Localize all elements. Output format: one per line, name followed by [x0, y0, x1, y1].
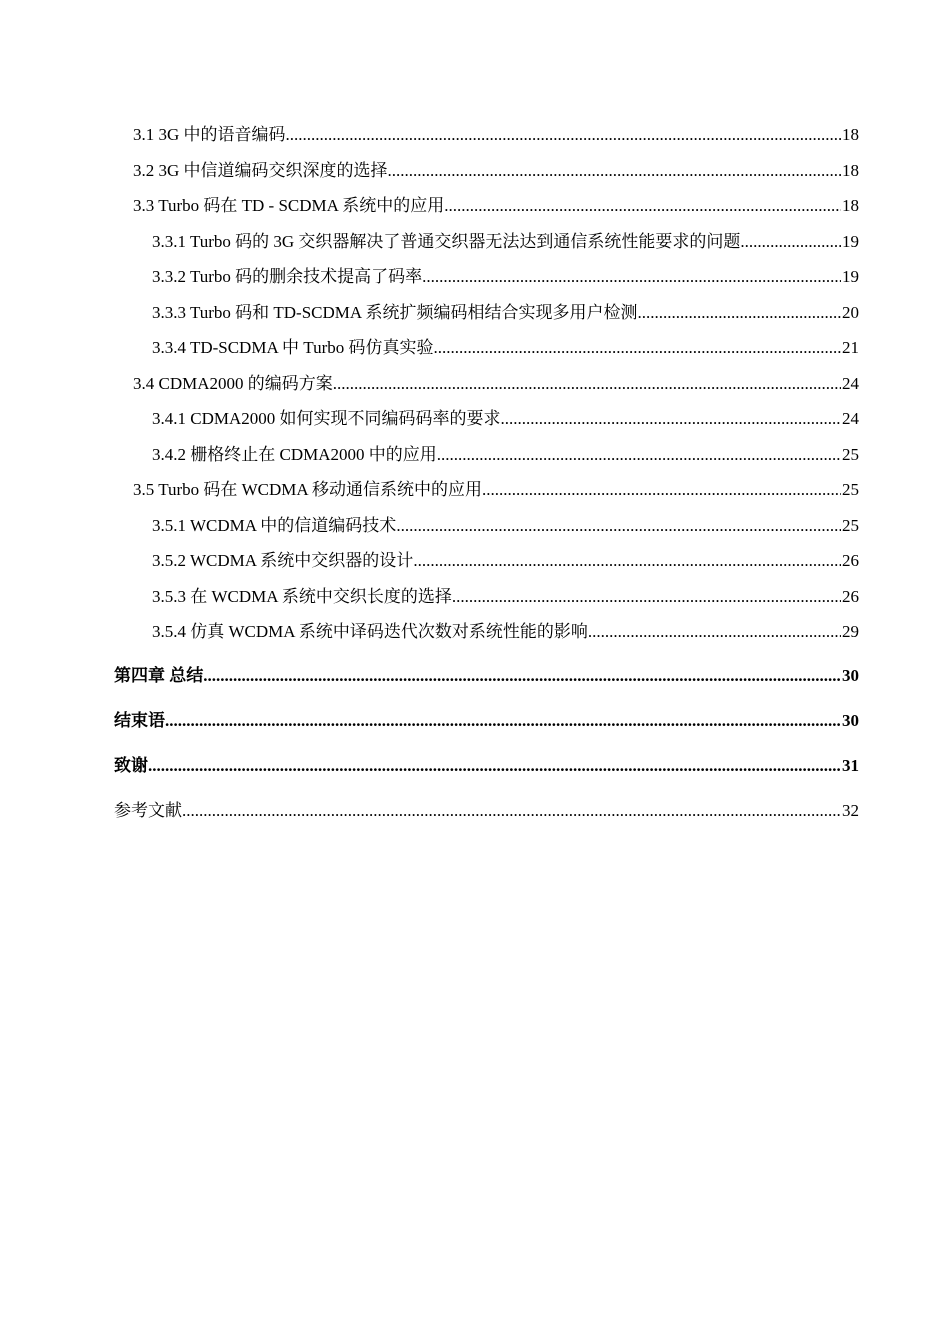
toc-leader-dots — [482, 472, 841, 508]
toc-leader-dots — [396, 508, 841, 544]
toc-leader-dots — [501, 401, 841, 437]
toc-entry-title: 3.5.4 仿真 WCDMA 系统中译码迭代次数对系统性能的影响 — [152, 622, 588, 641]
toc-entry-3-4[interactable] — [114, 366, 859, 402]
toc-entry-3-3[interactable] — [114, 188, 859, 224]
toc-entry-3-3-2[interactable] — [114, 259, 859, 295]
toc-entry-3-3-1[interactable] — [114, 224, 859, 260]
toc-entry-3-4-2[interactable] — [114, 437, 859, 473]
toc-entry-title: 3.4.2 栅格终止在 CDMA2000 中的应用 — [152, 444, 437, 464]
toc-entry-3-3-4[interactable] — [114, 330, 859, 366]
toc-entry-page: 29 — [842, 622, 859, 641]
toc-entry-title: 3.5.2 WCDMA 系统中交织器的设计 — [152, 551, 414, 570]
toc-entry-title: 结束语 — [114, 710, 165, 730]
toc-leader-dots — [182, 788, 841, 833]
toc-entry-title: 致谢 — [114, 755, 148, 775]
toc-entry-page: 20 — [842, 302, 859, 322]
toc-entry-3-5-1[interactable] — [114, 508, 859, 544]
toc-leader-dots — [444, 188, 841, 224]
toc-leader-dots — [638, 295, 842, 331]
toc-entry-3-5-4[interactable] — [114, 614, 859, 650]
toc-leader-dots — [437, 437, 841, 473]
toc-leader-dots — [388, 153, 841, 189]
toc-entry-page: 25 — [842, 480, 859, 499]
toc-leader-dots — [333, 366, 841, 402]
toc-leader-dots — [148, 743, 841, 788]
toc-entry-page: 25 — [842, 444, 859, 464]
toc-entry-title: 3.3.3 Turbo 码和 TD-SCDMA 系统扩频编码相结合实现多用户检测 — [152, 302, 638, 322]
toc-entry-page: 25 — [842, 515, 859, 535]
table-of-contents — [114, 117, 859, 833]
toc-entry-page: 24 — [842, 409, 859, 428]
toc-entry-conclusion[interactable] — [114, 698, 859, 743]
toc-entry-page: 18 — [842, 125, 859, 144]
toc-entry-title: 3.2 3G 中信道编码交织深度的选择 — [133, 160, 388, 180]
toc-leader-dots — [452, 579, 841, 615]
toc-entry-page: 26 — [842, 586, 859, 606]
toc-entry-3-3-3[interactable] — [114, 295, 859, 331]
toc-entry-title: 3.5.3 在 WCDMA 系统中交织长度的选择 — [152, 586, 452, 606]
toc-entry-page: 24 — [842, 373, 859, 393]
toc-entry-chapter-4[interactable] — [114, 653, 859, 698]
toc-leader-dots — [286, 117, 841, 153]
toc-entry-page: 31 — [842, 755, 859, 775]
toc-leader-dots — [203, 653, 841, 698]
toc-entry-title: 3.3.4 TD-SCDMA 中 Turbo 码仿真实验 — [152, 338, 434, 357]
toc-leader-dots — [165, 698, 841, 743]
toc-leader-dots — [422, 259, 841, 295]
toc-entry-page: 30 — [842, 665, 859, 685]
toc-entry-title: 3.3.1 Turbo 码的 3G 交织器解决了普通交织器无法达到通信系统性能要求的问题 — [152, 231, 741, 251]
toc-entry-3-5-2[interactable] — [114, 543, 859, 579]
toc-entry-title: 3.5.1 WCDMA 中的信道编码技术 — [152, 515, 397, 535]
toc-entry-title: 3.5 Turbo 码在 WCDMA 移动通信系统中的应用 — [133, 480, 483, 499]
toc-entry-title: 3.4.1 CDMA2000 如何实现不同编码码率的要求 — [152, 409, 501, 428]
toc-entry-title: 3.1 3G 中的语音编码 — [133, 125, 286, 144]
toc-entry-title: 第四章 总结 — [114, 665, 204, 685]
toc-entry-page: 30 — [842, 710, 859, 730]
toc-entry-page: 19 — [842, 267, 859, 286]
toc-entry-page: 26 — [842, 551, 859, 570]
toc-leader-dots — [413, 543, 841, 579]
toc-entry-title: 参考文献 — [114, 800, 182, 820]
toc-entry-page: 32 — [842, 800, 859, 820]
toc-leader-dots — [740, 224, 841, 260]
toc-entry-acknowledgements[interactable] — [114, 743, 859, 788]
toc-entry-page: 21 — [842, 338, 859, 357]
toc-entry-3-5[interactable] — [114, 472, 859, 508]
toc-entry-references[interactable] — [114, 788, 859, 833]
toc-entry-3-5-3[interactable] — [114, 579, 859, 615]
toc-entry-title: 3.4 CDMA2000 的编码方案 — [133, 373, 333, 393]
toc-entry-page: 19 — [842, 231, 859, 251]
toc-entry-title: 3.3.2 Turbo 码的删余技术提高了码率 — [152, 267, 423, 286]
toc-entry-title: 3.3 Turbo 码在 TD - SCDMA 系统中的应用 — [133, 196, 445, 215]
toc-leader-dots — [588, 614, 841, 650]
toc-leader-dots — [434, 330, 842, 366]
toc-entry-3-4-1[interactable] — [114, 401, 859, 437]
toc-entry-3-1[interactable] — [114, 117, 859, 153]
toc-entry-page: 18 — [842, 196, 859, 215]
toc-entry-3-2[interactable] — [114, 153, 859, 189]
toc-entry-page: 18 — [842, 160, 859, 180]
